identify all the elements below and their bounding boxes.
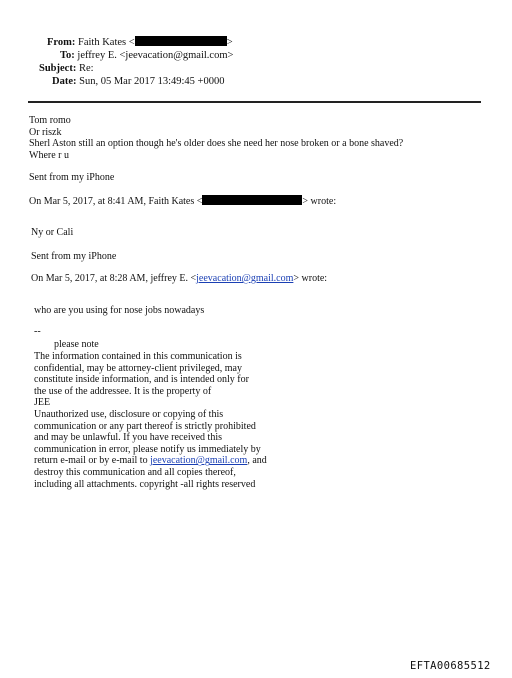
reply-signature: Sent from my iPhone: [31, 251, 117, 262]
signature-dashes: --: [34, 326, 41, 337]
body-line: Where r u: [29, 149, 69, 161]
date-value: Sun, 05 Mar 2017 13:49:45 +0000: [79, 76, 225, 87]
signature: Sent from my iPhone: [29, 172, 115, 183]
disclaimer-line: communication in error, please notify us immediately by: [34, 443, 261, 455]
disclaimer-line: communication or any part thereof is strictly prohibited: [34, 420, 256, 432]
redaction-bar: [202, 195, 302, 205]
quote2-tail: > wrote:: [293, 273, 328, 284]
reply-text: Ny or Cali: [31, 227, 74, 238]
disclaimer-line: confidential, may be attorney-client privileged, may: [34, 362, 242, 374]
disclaimer-line: and may be unlawful. If you have received this: [34, 432, 222, 444]
body-line: Sherl Aston still an option though he's older does she need her nose broken or a bone shaved?: [29, 138, 404, 150]
redaction-bar: [135, 36, 227, 46]
document-id: EFTA00685512: [410, 660, 491, 672]
from-tail: >: [226, 37, 233, 48]
disclaimer-line: The information contained in this communication is: [34, 351, 242, 362]
to-label: To:: [60, 50, 75, 61]
quote2-text: On Mar 5, 2017, at 8:28 AM, jeffrey E. <: [31, 273, 197, 284]
quote1-text: On Mar 5, 2017, at 8:41 AM, Faith Kates <: [29, 196, 203, 207]
disclaimer-line: [34, 455, 267, 467]
quote-attribution-2: [31, 273, 327, 285]
message-body: [29, 115, 403, 161]
disclaimer-line: destroy this communication and all copies thereof,: [34, 466, 236, 478]
email-link[interactable]: jeevacation@gmail.com: [196, 273, 294, 284]
subject-value: Re:: [78, 63, 94, 74]
disclaimer: [34, 351, 267, 490]
from-line: [47, 36, 233, 49]
header-divider: [28, 101, 481, 103]
disclaimer-line: the use of the addressee. It is the property of: [34, 385, 212, 397]
from-label: From:: [47, 37, 76, 48]
original-message: who are you using for nose jobs nowadays: [34, 305, 205, 316]
disclaimer-line: constitute inside information, and is intended only for: [34, 374, 249, 386]
please-note: please note: [54, 339, 99, 350]
from-value: Faith Kates <: [78, 37, 135, 48]
date-label: Date:: [52, 76, 77, 87]
subject-label: Subject:: [39, 63, 77, 74]
quote-attribution-1: [29, 195, 336, 208]
disclaimer-line: JEE: [34, 397, 51, 409]
email-link[interactable]: jeevacation@gmail.com: [150, 455, 248, 467]
to-line: [60, 49, 233, 62]
body-line: Or riszk: [29, 126, 62, 138]
quote1-tail: > wrote:: [302, 196, 337, 207]
disclaimer-line: including all attachments. copyright -all rights reserved: [34, 478, 256, 490]
date-line: [52, 75, 224, 88]
subject-line: [39, 62, 94, 75]
disclaimer-line: Unauthorized use, disclosure or copying of this: [34, 408, 224, 420]
disclaimer-text: return e-mail or by e-mail to: [34, 455, 151, 467]
body-line: Tom romo: [29, 115, 71, 126]
to-value: jeffrey E. <jeevacation@gmail.com>: [77, 50, 234, 61]
disclaimer-text: , and: [247, 455, 267, 467]
